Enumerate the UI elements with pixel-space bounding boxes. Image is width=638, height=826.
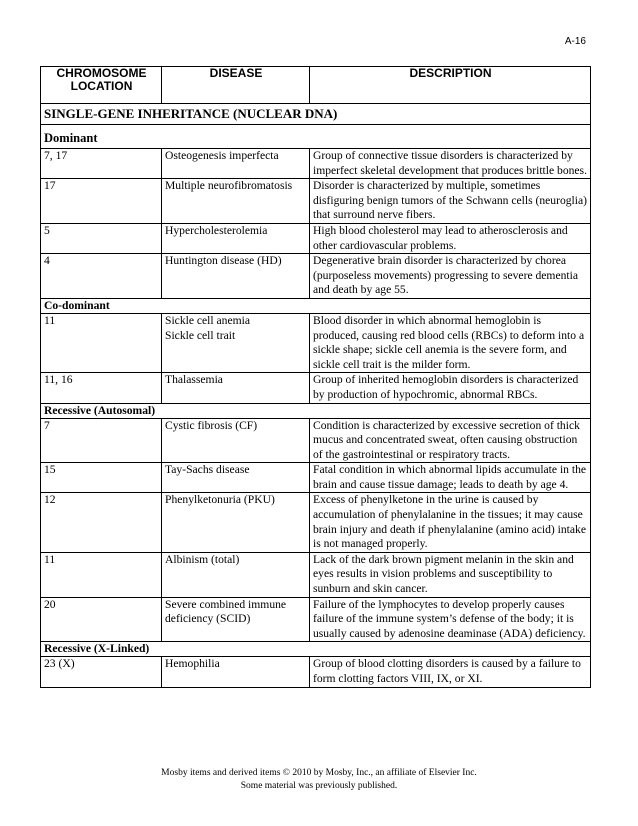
chromosome-cell: 17 xyxy=(41,179,162,224)
header-description: DESCRIPTION xyxy=(310,67,591,104)
table-row xyxy=(41,179,591,224)
header-chromosome-location xyxy=(41,67,162,104)
chromosome-cell: 4 xyxy=(41,254,162,299)
section-title: SINGLE-GENE INHERITANCE (NUCLEAR DNA) xyxy=(41,104,591,125)
footer-line-2: Some material was previously published. xyxy=(240,781,398,791)
description-cell: Fatal condition in which abnormal lipids accumulate in the brain and cause tissue damage; leads to death by age 4. xyxy=(310,463,591,493)
description-cell: Group of inherited hemoglobin disorders is characterized by production of hypochromic, abnormal RBCs. xyxy=(310,373,591,403)
description-cell: High blood cholesterol may lead to atherosclerosis and other cardiovascular problems. xyxy=(310,223,591,253)
table-row xyxy=(41,597,591,642)
chromosome-cell: 11, 16 xyxy=(41,373,162,403)
disease-name-secondary: Sickle cell trait xyxy=(165,328,236,342)
table-row xyxy=(41,463,591,493)
disease-cell: Tay-Sachs disease xyxy=(162,463,310,493)
header-chromosome-line1: CHROMOSOME xyxy=(56,66,147,80)
description-cell: Blood disorder in which abnormal hemoglobin is produced, causing red blood cells (RBCs) to deform into a sickle shape; sickle cell anemia is the severe form, and sickle cell trait is the milder form. xyxy=(310,313,591,372)
chromosome-cell: 15 xyxy=(41,463,162,493)
table-row xyxy=(41,149,591,179)
table-row xyxy=(41,313,591,372)
chromosome-cell: 11 xyxy=(41,313,162,372)
disease-cell: Albinism (total) xyxy=(162,552,310,597)
description-cell: Lack of the dark brown pigment melanin in the skin and eyes results in vision problems and susceptibility to sunburn and skin cancer. xyxy=(310,552,591,597)
disease-cell: Cystic fibrosis (CF) xyxy=(162,418,310,463)
disease-cell: Hypercholesterolemia xyxy=(162,223,310,253)
chromosome-cell: 23 (X) xyxy=(41,657,162,687)
group-recessive-xlinked-row xyxy=(41,642,591,657)
table-header-row xyxy=(41,67,591,104)
chromosome-cell: 7, 17 xyxy=(41,149,162,179)
table-row xyxy=(41,552,591,597)
table-row xyxy=(41,493,591,552)
disease-cell: Hemophilia xyxy=(162,657,310,687)
disease-cell: Phenylketonuria (PKU) xyxy=(162,493,310,552)
description-cell: Group of blood clotting disorders is caused by a failure to form clotting factors VIII, IX, or XI. xyxy=(310,657,591,687)
disease-cell: Multiple neurofibromatosis xyxy=(162,179,310,224)
table-row xyxy=(41,418,591,463)
description-cell: Condition is characterized by excessive secretion of thick mucus and concentrated sweat, often causing obstruction of the gastrointestinal or respiratory tracts. xyxy=(310,418,591,463)
chromosome-cell: 12 xyxy=(41,493,162,552)
disease-cell: Huntington disease (HD) xyxy=(162,254,310,299)
description-cell: Group of connective tissue disorders is characterized by imperfect skeletal development that produces brittle bones. xyxy=(310,149,591,179)
disease-name: Sickle cell anemia xyxy=(165,313,250,327)
table-row xyxy=(41,373,591,403)
copyright-footer xyxy=(0,767,638,793)
disease-cell: Thalassemia xyxy=(162,373,310,403)
table-row xyxy=(41,657,591,687)
table-row xyxy=(41,223,591,253)
group-title-codominant: Co-dominant xyxy=(41,298,591,313)
page-number: A-16 xyxy=(564,36,586,47)
section-title-row xyxy=(41,104,591,125)
header-chromosome-line2: LOCATION xyxy=(70,79,133,93)
description-cell: Degenerative brain disorder is characterized by chorea (purposeless movements) progressing to severe dementia and death by age 55. xyxy=(310,254,591,299)
genetic-disorders-table xyxy=(40,66,591,688)
chromosome-cell: 20 xyxy=(41,597,162,642)
group-title-recessive-autosomal: Recessive (Autosomal) xyxy=(41,403,591,418)
group-codominant-row xyxy=(41,298,591,313)
table-row xyxy=(41,254,591,299)
description-cell: Excess of phenylketone in the urine is caused by accumulation of phenylalanine in the tissues; it may cause brain injury and death if phenylalanine (amino acid) intake is not managed properly. xyxy=(310,493,591,552)
chromosome-cell: 5 xyxy=(41,223,162,253)
disease-cell: Osteogenesis imperfecta xyxy=(162,149,310,179)
header-disease: DISEASE xyxy=(162,67,310,104)
group-title-recessive-xlinked: Recessive (X-Linked) xyxy=(41,642,591,657)
description-cell: Disorder is characterized by multiple, sometimes disfiguring benign tumors of the Schwann cells (neuroglia) that surround nerve fibers. xyxy=(310,179,591,224)
disease-cell: Severe combined immune deficiency (SCID) xyxy=(162,597,310,642)
group-recessive-autosomal-row xyxy=(41,403,591,418)
footer-line-1: Mosby items and derived items © 2010 by Mosby, Inc., an affiliate of Elsevier Inc. xyxy=(161,768,477,778)
chromosome-cell: 7 xyxy=(41,418,162,463)
group-title-dominant: Dominant xyxy=(41,125,591,149)
chromosome-cell: 11 xyxy=(41,552,162,597)
description-cell: Failure of the lymphocytes to develop properly causes failure of the immune system’s defense of the body; it is usually caused by adenosine deaminase (ADA) deficiency. xyxy=(310,597,591,642)
group-dominant-row xyxy=(41,125,591,149)
disease-cell xyxy=(162,313,310,372)
